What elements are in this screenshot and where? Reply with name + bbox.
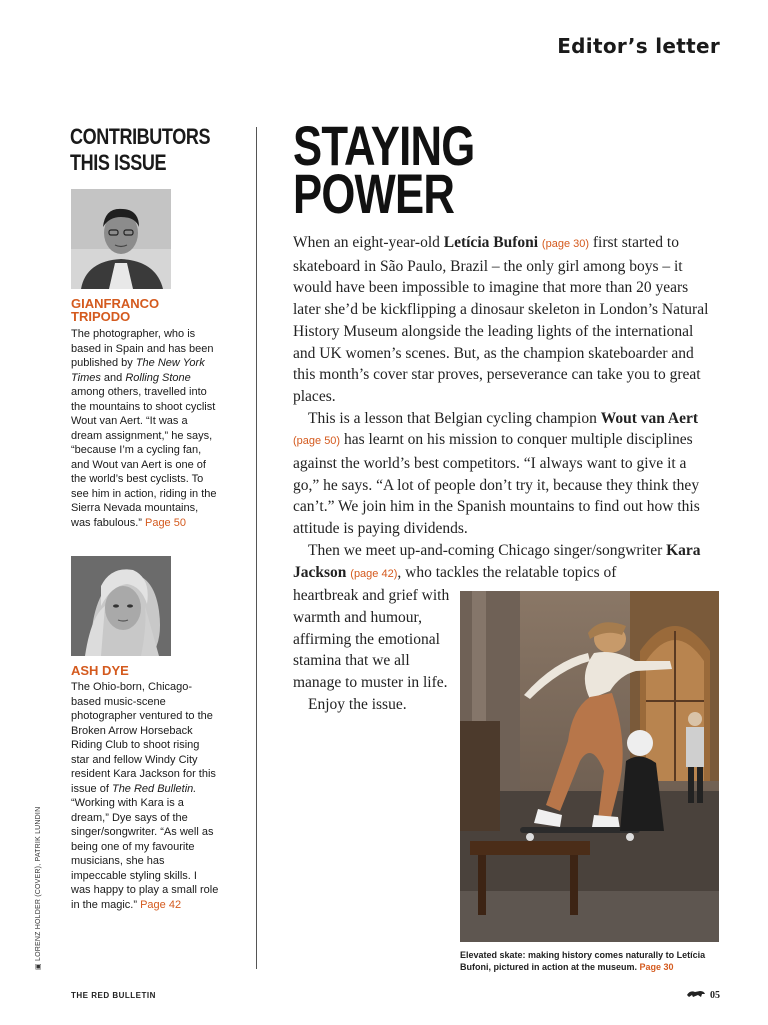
text-run: Wout van Aert bbox=[600, 409, 699, 427]
text-run: Then we meet up-and-coming Chicago singer/songwriter bbox=[308, 541, 667, 559]
bull-logo-icon bbox=[686, 989, 706, 1002]
body-closing: Enjoy the issue. bbox=[308, 695, 407, 713]
footer-page bbox=[686, 989, 720, 1002]
page-ref: Page 50 bbox=[144, 516, 186, 529]
text-run: The Red Bulletin. bbox=[111, 782, 197, 795]
column-divider bbox=[256, 127, 257, 969]
headline-line2: POWER bbox=[293, 162, 455, 225]
contributor-portrait-dye bbox=[71, 556, 171, 656]
body-paragraph-1 bbox=[293, 232, 713, 408]
contributor-bio-tripodo bbox=[71, 327, 219, 530]
contributors-heading bbox=[70, 124, 211, 176]
contributors-heading-line1: CONTRIBUTORS bbox=[70, 124, 211, 149]
page-ref: (page 50) bbox=[293, 435, 341, 448]
text-run: and bbox=[100, 371, 126, 384]
body-paragraph-3 bbox=[293, 540, 713, 585]
contributors-heading-line2: THIS ISSUE bbox=[70, 150, 167, 175]
footer-publication: THE RED BULLETIN bbox=[71, 991, 156, 1000]
contributor-bio-dye bbox=[71, 680, 219, 912]
page-ref: (page 30) bbox=[541, 238, 590, 250]
contributor-portrait-tripodo bbox=[71, 189, 171, 289]
text-run: has learnt on his mission to conquer multiple disciplines against the world’s best competitors. “I always want to give it a go,” he says. “A lot of people don’t try it, because they think they can’t.” We join him in the Spanish mountains to find out how this attitude is paying dividends. bbox=[293, 431, 700, 538]
contributor-name-dye: ASH DYE bbox=[71, 663, 129, 678]
page-number: 05 bbox=[710, 990, 720, 1001]
text-run: The New York Times bbox=[71, 357, 205, 384]
text-run: among others, travelled into the mountains to shoot cyclist Wout van Aert. “It was a dream assignment,” he says, “because I’m a cycling fan, and Wout van Aert is one of the world’s best cyclists. To see him in action, riding in the Sierra Nevada mountains, was fabulous.” bbox=[71, 386, 217, 529]
text-run: first started to skateboard in São Paulo, Brazil – the only girl among boys – it would have been impossible to imagine that more than 20 years later she’d be kickflipping a dinosaur skeleton in London’s Natural History Museum alongside the leading lights of the international and UK women’s scenes. But, as the champion skateboarder and this month’s cover star proves, perseverance can take you to great places. bbox=[293, 234, 709, 405]
text-run: Letícia Bufoni bbox=[443, 234, 539, 251]
text-run: , who tackles the relatable topics of bbox=[397, 563, 617, 581]
headline bbox=[293, 114, 475, 225]
page-ref: (page 42) bbox=[350, 567, 398, 580]
text-run: Kara Jackson bbox=[293, 541, 701, 581]
body-paragraph-3-continued: heartbreak and grief with warmth and humour, affirming the emotional stamina that we all manage to muster in life. bbox=[293, 587, 450, 692]
body-paragraph-2 bbox=[293, 408, 713, 540]
text-run: When an eight-year-old bbox=[293, 234, 444, 251]
text-run: The photographer, who is based in Spain and has been published by bbox=[71, 328, 214, 369]
camera-icon: ▣ bbox=[35, 963, 42, 970]
text-run: This is a lesson that Belgian cycling champion bbox=[308, 409, 601, 427]
headline-line1: STAYING bbox=[293, 114, 475, 177]
page-ref: Page 42 bbox=[140, 898, 182, 911]
text-run: Rolling Stone bbox=[125, 371, 191, 384]
photo-caption: Elevated skate: making history comes naturally to Letícia Bufoni, pictured in action at the museum. Page 30 bbox=[460, 950, 706, 972]
caption-page-ref: Page 30 bbox=[639, 962, 674, 972]
text-run: “Working with Kara is a dream,” Dye says of the singer/songwriter. “As well as being one of my favourite musicians, she has impeccable styling skills. I was happy to play a small role in the magic.” bbox=[71, 797, 219, 911]
feature-photo bbox=[460, 591, 719, 942]
photo-credit: ▣ LORENZ HOLDER (COVER), PATRIK LUNDIN bbox=[35, 806, 42, 970]
section-label: Editor’s letter bbox=[557, 34, 720, 58]
contributor-name-tripodo: GIANFRANCO TRIPODO bbox=[71, 296, 160, 324]
text-run: The Ohio-born, Chicago-based music-scene photographer ventured to the Broken Arrow Horseback Riding Club to shoot rising star and fellow Windy City resident Kara Jackson for this issue of bbox=[71, 681, 216, 795]
